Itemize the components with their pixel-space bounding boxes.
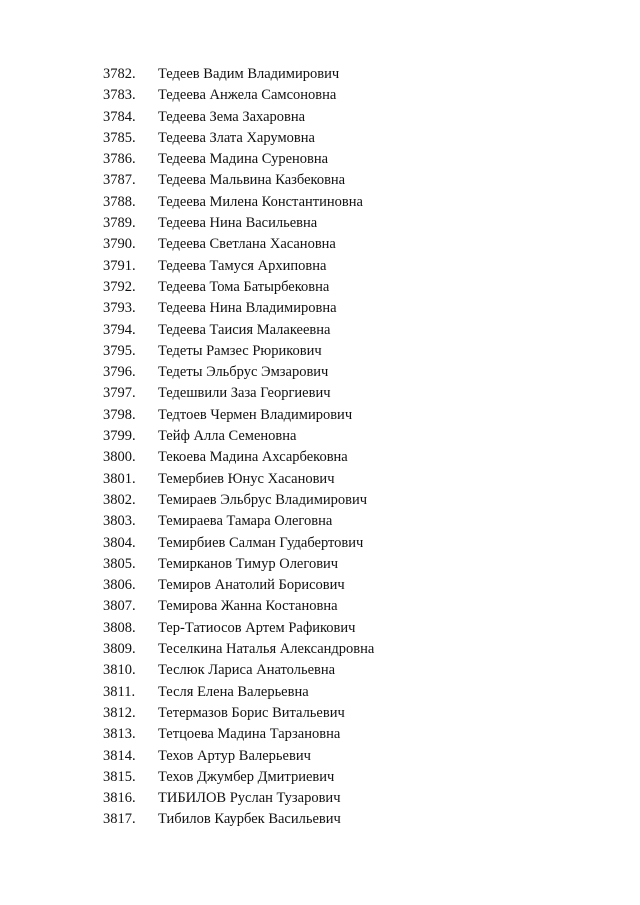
entry-name: Темираева Тамара Олеговна	[158, 513, 333, 530]
entry-number: 3796.	[103, 364, 136, 381]
entry-number: 3783.	[103, 87, 136, 104]
entry-number: 3800.	[103, 449, 136, 466]
list-item	[100, 213, 580, 234]
entry-name: Тедеев Вадим Владимирович	[158, 66, 340, 82]
entry-number: 3805.	[103, 555, 136, 572]
entry-number: 3811.	[103, 683, 136, 700]
entry-name: Темирбиев Салман Гудабертович	[158, 534, 364, 551]
list-item	[100, 703, 580, 724]
entry-number: 3794.	[103, 321, 136, 338]
entry-name: Тедеева Тамуся Архиповна	[158, 257, 327, 274]
list-item	[100, 809, 580, 830]
list-item	[100, 447, 580, 468]
entry-name: Тедеты Эльбрус Эмзарович	[158, 364, 329, 381]
entry-number: 3788.	[103, 193, 136, 210]
entry-name: Тейф Алла Семеновна	[158, 428, 297, 445]
entry-name: Тедеева Злата Харумовна	[158, 129, 315, 146]
entry-name: Техов Артур Валерьевич	[158, 747, 311, 764]
list-item	[100, 64, 580, 85]
entry-number: 3815.	[103, 768, 136, 785]
list-item	[100, 575, 580, 596]
list-item	[100, 256, 580, 277]
entry-name: Тибилов Каурбек Васильевич	[158, 811, 341, 828]
list-item	[100, 426, 580, 447]
list-item	[100, 192, 580, 213]
entry-name: Тедеева Тома Батырбековна	[158, 278, 330, 295]
entry-number: 3807.	[103, 598, 136, 615]
entry-number: 3795.	[103, 342, 136, 359]
entry-number: 3789.	[103, 215, 136, 232]
entry-name: Техов Джумбер Дмитриевич	[158, 768, 335, 785]
list-item	[100, 405, 580, 426]
list-item	[100, 383, 580, 404]
entry-name: Теселкина Наталья Александровна	[158, 641, 375, 658]
entry-number: 3784.	[103, 108, 136, 125]
entry-number: 3814.	[103, 747, 136, 764]
entry-name: ТИБИЛОВ Руслан Тузарович	[158, 790, 341, 807]
list-item	[100, 128, 580, 149]
list-item	[100, 618, 580, 639]
entry-name: Темираев Эльбрус Владимирович	[158, 491, 368, 508]
entry-number: 3808.	[103, 619, 136, 636]
entry-name: Тетцоева Мадина Тарзановна	[158, 726, 341, 743]
entry-number: 3803.	[103, 513, 136, 530]
entry-number: 3809.	[103, 641, 136, 658]
entry-name: Тетермазов Борис Витальевич	[158, 704, 345, 721]
list-item	[100, 277, 580, 298]
entry-name: Тедеева Мадина Суреновна	[158, 151, 329, 168]
entry-name: Тер-Татиосов Артем Рафикович	[158, 619, 356, 636]
entry-name: Тедеева Светлана Хасановна	[158, 236, 336, 253]
list-item	[100, 362, 580, 383]
list-item	[100, 724, 580, 745]
entry-number: 3799.	[103, 428, 136, 445]
entry-name: Темиров Анатолий Борисович	[158, 577, 345, 594]
list-item	[100, 107, 580, 128]
entry-name: Тедеева Нина Васильевна	[158, 215, 318, 232]
entry-name: Тедеева Анжела Самсоновна	[158, 87, 337, 104]
entry-number: 3817.	[103, 811, 136, 828]
entry-number: 3790.	[103, 236, 136, 253]
list-item	[100, 767, 580, 788]
entry-number: 3816.	[103, 790, 136, 807]
entry-number: 3785.	[103, 129, 136, 146]
entry-number: 3786.	[103, 151, 136, 168]
list-item	[100, 298, 580, 319]
entry-name: Теслюк Лариса Анатольевна	[158, 662, 336, 679]
list-item	[100, 490, 580, 511]
entry-number: 3802.	[103, 491, 136, 508]
entry-number: 3793.	[103, 300, 136, 317]
list-item	[100, 660, 580, 681]
list-item	[100, 149, 580, 170]
entry-name: Тедеева Таисия Малакеевна	[158, 321, 331, 338]
entry-number: 3806.	[103, 577, 136, 594]
entry-name: Тедеева Нина Владимировна	[158, 300, 337, 317]
entry-number: 3801.	[103, 470, 136, 487]
entry-name: Тедешвили Заза Георгиевич	[158, 385, 331, 402]
entry-name: Текоева Мадина Ахсарбековна	[158, 449, 348, 466]
entry-number: 3810.	[103, 662, 136, 679]
entry-number: 3812.	[103, 704, 136, 721]
list-item	[100, 533, 580, 554]
entry-name: Тедеева Мальвина Казбековна	[158, 172, 346, 189]
list-item	[100, 469, 580, 490]
entry-name: Тедеева Милена Константиновна	[158, 193, 363, 210]
entry-number: 3787.	[103, 172, 136, 189]
list-item	[100, 682, 580, 703]
entry-name: Тедеева Зема Захаровна	[158, 108, 306, 125]
list-item	[100, 85, 580, 106]
entry-name: Тедеты Рамзес Рюрикович	[158, 342, 322, 359]
entry-name: Темирканов Тимур Олегович	[158, 555, 339, 572]
list-item	[100, 554, 580, 575]
entry-number: 3797.	[103, 385, 136, 402]
numbered-name-list	[100, 64, 580, 831]
entry-number: 3804.	[103, 534, 136, 551]
list-item	[100, 639, 580, 660]
list-item	[100, 511, 580, 532]
entry-name: Тесля Елена Валерьевна	[158, 683, 309, 700]
list-item	[100, 170, 580, 191]
list-item	[100, 596, 580, 617]
list-item	[100, 320, 580, 341]
entry-number: 3798.	[103, 406, 136, 423]
list-item	[100, 341, 580, 362]
entry-number: 3782.	[103, 66, 136, 82]
list-item	[100, 234, 580, 255]
entry-name: Темербиев Юнус Хасанович	[158, 470, 335, 487]
list-item	[100, 746, 580, 767]
entry-number: 3813.	[103, 726, 136, 743]
entry-number: 3792.	[103, 278, 136, 295]
list-item	[100, 788, 580, 809]
entry-number: 3791.	[103, 257, 136, 274]
entry-name: Темирова Жанна Костановна	[158, 598, 338, 615]
entry-name: Тедтоев Чермен Владимирович	[158, 406, 353, 423]
